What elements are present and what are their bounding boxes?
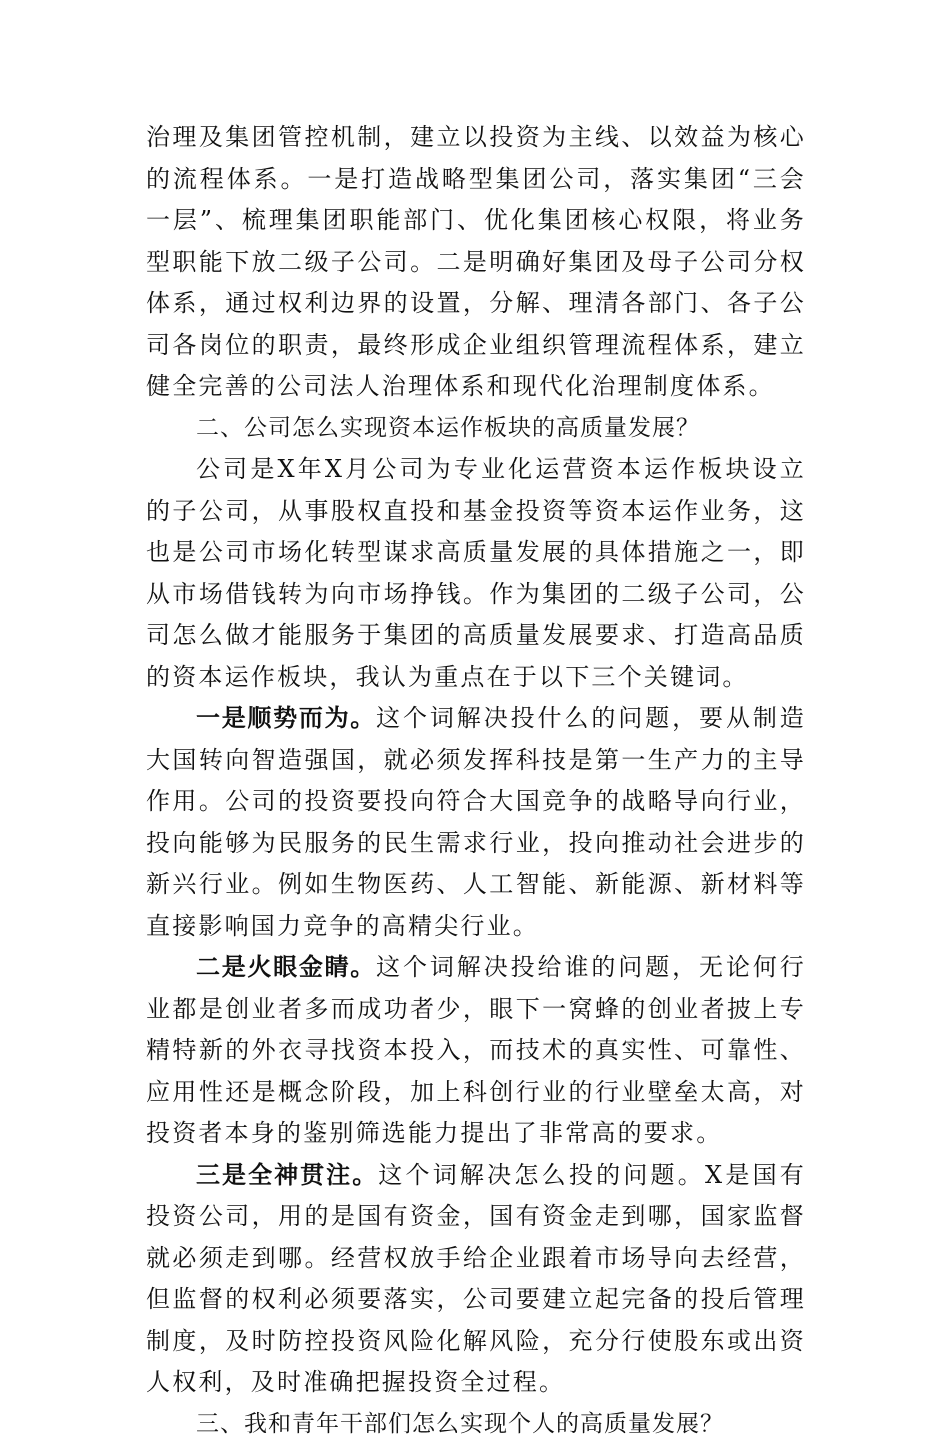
keyword-1-body: 这个词解决投什么的问题，要从制造大国转向智造强国，就必须发挥科技是第一生产力的主导作用。公司的投资要投向符合大国竞争的战略导向行业，投向能够为民服务的民生需求行业，投向推动社会进步的新兴行业。例如生物医药、人工智能、新能源、新材料等直接影响国力竞争的高精尖行业。 <box>146 704 806 940</box>
paragraph-keyword-3 <box>146 1155 806 1404</box>
keyword-3-lead: 三是全神贯注。 <box>196 1161 378 1189</box>
keyword-2-lead: 二是火眼金睛。 <box>196 953 376 981</box>
keyword-2-body: 这个词解决投给谁的问题，无论何行业都是创业者多而成功者少，眼下一窝蜂的创业者披上专精特新的外衣寻找资本投入，而技术的真实性、可靠性、应用性还是概念阶段，加上科创行业的行业壁垒太高，对投资者本身的鉴别筛选能力提出了非常高的要求。 <box>146 953 806 1147</box>
section-heading-2: 二、公司怎么实现资本运作板块的高质量发展？ <box>146 408 806 450</box>
paragraph-governance: 治理及集团管控机制，建立以投资为主线、以效益为核心的流程体系。一是打造战略型集团公司，落实集团“三会一层”、梳理集团职能部门、优化集团核心权限，将业务型职能下放二级子公司。二是明确好集团及母子公司分权体系，通过权利边界的设置，分解、理清各部门、各子公司各岗位的职责，最终形成企业组织管理流程体系，建立健全完善的公司法人治理体系和现代化治理制度体系。 <box>146 117 806 408</box>
document-body <box>146 117 806 1445</box>
paragraph-capital-operation: 公司是X年X月公司为专业化运营资本运作板块设立的子公司，从事股权直投和基金投资等资本运作业务，这也是公司市场化转型谋求高质量发展的具体措施之一，即从市场借钱转为向市场挣钱。作为集团的二级子公司，公司怎么做才能服务于集团的高质量发展要求、打造高品质的资本运作板块，我认为重点在于以下三个关键词。 <box>146 449 806 698</box>
paragraph-keyword-1 <box>146 698 806 947</box>
keyword-1-lead: 一是顺势而为。 <box>196 704 376 732</box>
paragraph-keyword-2 <box>146 947 806 1155</box>
section-heading-3: 三、我和青年干部们怎么实现个人的高质量发展？ <box>146 1404 806 1445</box>
keyword-3-body: 这个词解决怎么投的问题。X是国有投资公司，用的是国有资金，国有资金走到哪，国家监督就必须走到哪。经营权放手给企业跟着市场导向去经营，但监督的权利必须要落实，公司要建立起完备的投后管理制度，及时防控投资风险化解风险，充分行使股东或出资人权利，及时准确把握投资全过程。 <box>146 1161 806 1397</box>
